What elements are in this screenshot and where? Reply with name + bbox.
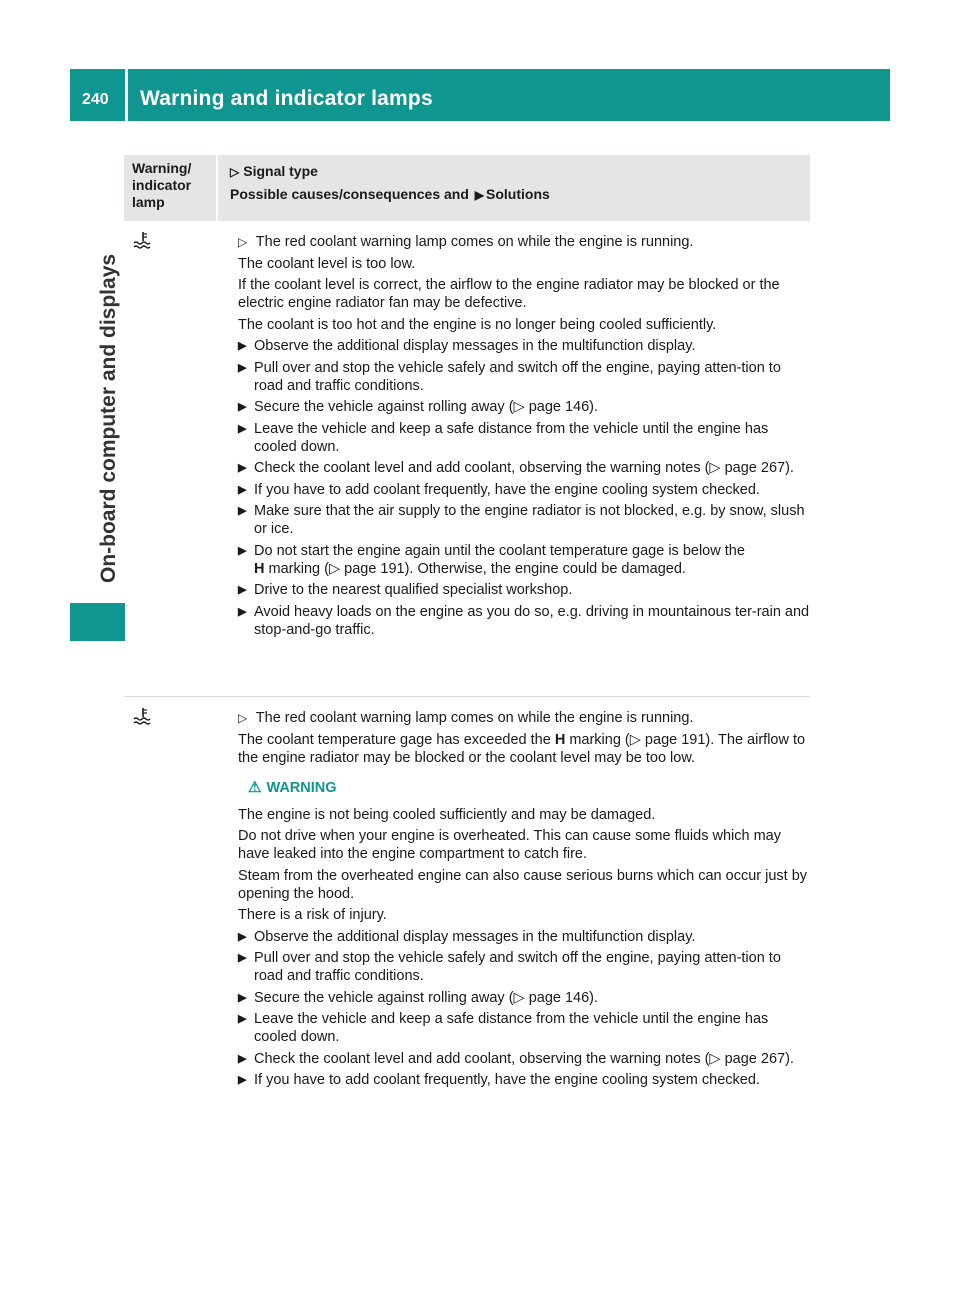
signal-type-text: ▷ The red coolant warning lamp comes on while the engine is running. xyxy=(238,710,694,726)
solution-step: ▶ Avoid heavy loads on the engine as you do so, e.g. driving in mountainous ter-rain and stop-and-go traffic. xyxy=(238,603,810,638)
step-arrow-icon: ▶ xyxy=(238,1013,247,1025)
solution-arrow-icon: ▶ xyxy=(474,188,485,202)
step-arrow-icon: ▶ xyxy=(238,361,247,374)
cause-paragraph: The coolant level is too low. xyxy=(238,255,416,272)
cause-paragraph: The coolant is too hot and the engine is no longer being cooled sufficiently. xyxy=(238,316,717,333)
solution-step: ▶ Check the coolant level and add coolant, observing the warning notes (▷ page 267). xyxy=(238,1050,794,1067)
solution-step: ▶ Observe the additional display messages in the multifunction display. xyxy=(238,928,696,945)
step-arrow-icon: ▶ xyxy=(238,422,247,435)
step-arrow-icon: ▶ xyxy=(238,952,247,964)
solution-step: ▶ Observe the additional display messages in the multifunction display. xyxy=(238,338,696,354)
column-header-causes: Possible causes/consequences and ▶ Solutions xyxy=(230,186,550,202)
step-arrow-icon: ▶ xyxy=(238,930,247,943)
signal-triangle-icon: ▷ xyxy=(230,165,240,179)
table-row xyxy=(124,697,810,1167)
step-arrow-icon: ▶ xyxy=(238,1074,247,1086)
step-arrow-icon: ▶ xyxy=(238,1052,247,1065)
warning-paragraph: Do not drive when your engine is overheated. This can cause some fluids which may have leaked into the engine compartment to catch fire. xyxy=(238,828,781,862)
solution-step: ▶ Leave the vehicle and keep a safe distance from the vehicle until the engine has cooled down. xyxy=(238,420,769,455)
warning-paragraph: Steam from the overheated engine can also cause serious burns which can occur just by opening the hood. xyxy=(238,867,808,902)
page-number: 240 xyxy=(82,91,109,108)
side-section-label: On-board computer and displays xyxy=(97,253,120,583)
warning-paragraph: The engine is not being cooled sufficiently and may be damaged. xyxy=(238,806,656,823)
table-header-divider xyxy=(216,155,218,221)
solution-step: ▶ Pull over and stop the vehicle safely and switch off the engine, paying atten-tion to road and traffic conditions. xyxy=(238,950,781,984)
solution-step: ▶ Do not start the engine again until the coolant temperature gage is below the H marking (▷ page 191). Otherwise, the engine could be damaged. xyxy=(238,542,745,577)
row-content xyxy=(238,709,810,1093)
column-header-signal: ▷ Signal type xyxy=(230,163,318,179)
step-arrow-icon: ▶ xyxy=(238,584,247,596)
solution-step: ▶ Drive to the nearest qualified specialist workshop. xyxy=(238,582,573,598)
solution-step: ▶ Secure the vehicle against rolling away (▷ page 146). xyxy=(238,989,599,1006)
cause-paragraph: The coolant temperature gage has exceeded the H marking (▷ page 191). The airflow to the engine radiator may be blocked or the coolant level may be too low. xyxy=(238,731,806,766)
signal-triangle-icon: ▷ xyxy=(238,711,248,725)
step-arrow-icon: ▶ xyxy=(238,340,247,352)
column-header-lamp: Warning/ indicator lamp xyxy=(132,160,192,210)
solution-step: ▶ Leave the vehicle and keep a safe distance from the vehicle until the engine has cooled down. xyxy=(238,1011,769,1045)
solution-step: ▶ If you have to add coolant frequently, have the engine cooling system checked. xyxy=(238,1072,760,1088)
warning-heading: ⚠ WARNING xyxy=(248,778,337,796)
coolant-temperature-icon xyxy=(132,707,154,728)
side-tab-marker xyxy=(70,603,125,641)
coolant-temperature-icon xyxy=(132,231,154,252)
warning-paragraph: There is a risk of injury. xyxy=(238,907,387,923)
step-arrow-icon: ▶ xyxy=(238,605,247,618)
step-arrow-icon: ▶ xyxy=(238,483,247,496)
step-arrow-icon: ▶ xyxy=(238,991,247,1004)
solution-step: ▶ Make sure that the air supply to the engine radiator is not blocked, e.g. by snow, slush or ice. xyxy=(238,503,805,537)
cause-paragraph: If the coolant level is correct, the airflow to the engine radiator may be blocked or the electric engine radiator fan may be defective. xyxy=(238,277,780,311)
warning-triangle-icon: ⚠ xyxy=(248,778,262,796)
solution-step: ▶ If you have to add coolant frequently, have the engine cooling system checked. xyxy=(238,481,760,498)
solution-step: ▶ Secure the vehicle against rolling away (▷ page 146). xyxy=(238,399,599,415)
page-title: Warning and indicator lamps xyxy=(140,87,433,110)
table-row xyxy=(124,221,810,696)
step-arrow-icon: ▶ xyxy=(238,462,247,474)
step-arrow-icon: ▶ xyxy=(238,544,247,557)
step-arrow-icon: ▶ xyxy=(238,401,247,413)
solution-step: ▶ Pull over and stop the vehicle safely and switch off the engine, paying atten-tion to road and traffic conditions. xyxy=(238,359,781,394)
signal-triangle-icon: ▷ xyxy=(238,235,248,249)
row-content xyxy=(238,233,810,642)
solution-step: ▶ Check the coolant level and add coolant, observing the warning notes (▷ page 267). xyxy=(238,460,794,476)
header-separator xyxy=(125,69,128,121)
signal-type-text: ▷ The red coolant warning lamp comes on while the engine is running. xyxy=(238,234,694,250)
step-arrow-icon: ▶ xyxy=(238,505,247,517)
